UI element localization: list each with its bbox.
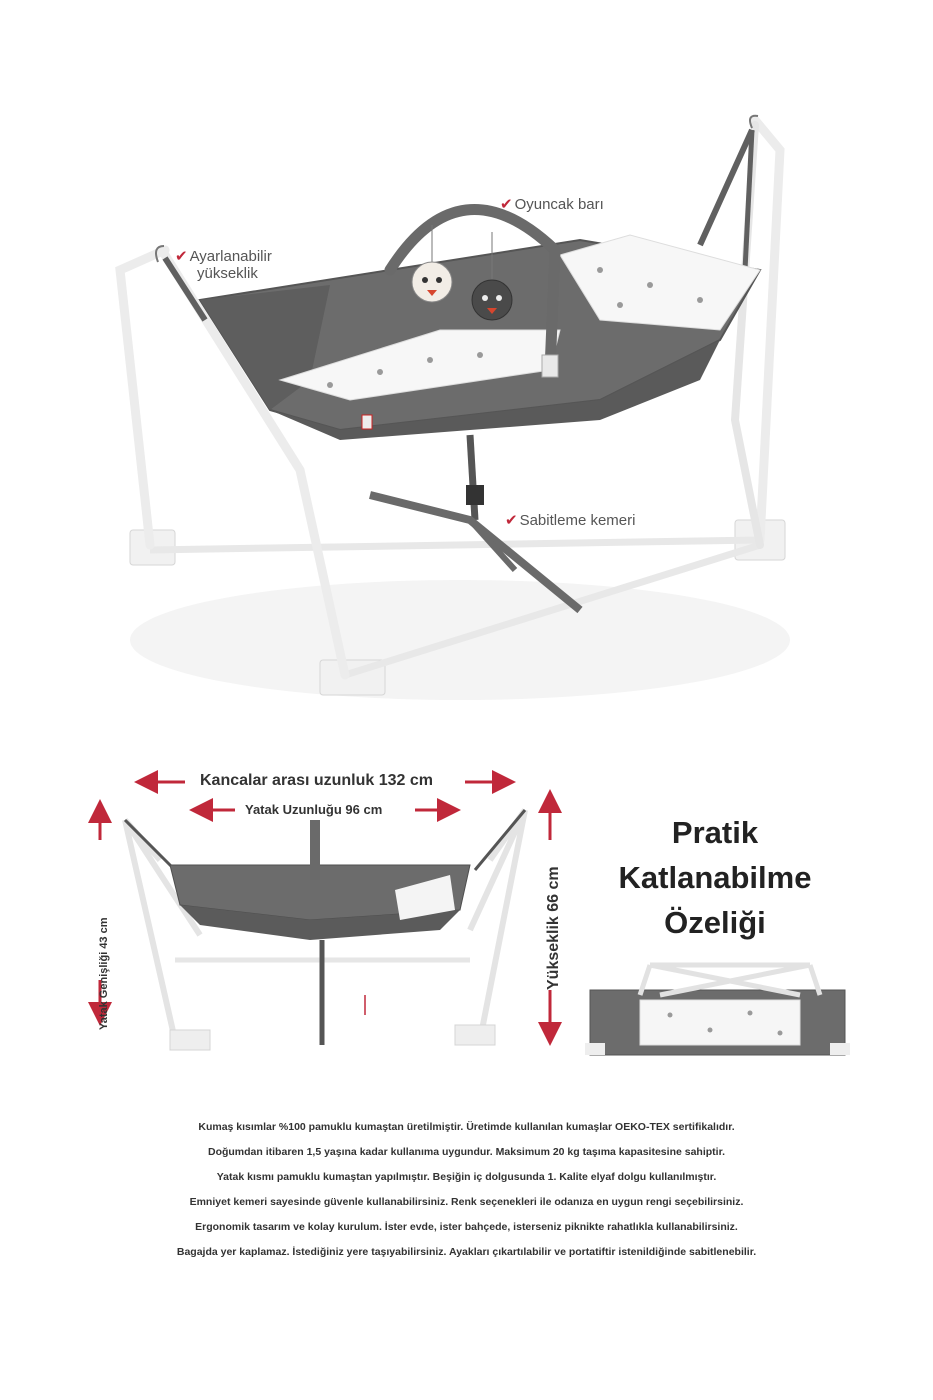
- description-line: Emniyet kemeri sayesinde güvenle kullanabilirsiniz. Renk seçenekleri ile odanıza en uygun rengi seçebilirsiniz.: [189, 1196, 744, 1208]
- description-line: Doğumdan itibaren 1,5 yaşına kadar kullanıma uygundur. Maksimum 20 kg taşıma kapasitesine sahiptir.: [207, 1146, 725, 1158]
- fixing-belt-label: ✔ Sabitleme kemeri: [505, 512, 636, 529]
- toy-bar-label: ✔ Oyuncak barı: [500, 196, 604, 213]
- folding-feature-title: Pratik Katlanabilme Özeliği: [618, 815, 812, 940]
- height-label: Yükseklik 66 cm: [545, 866, 562, 990]
- check-icon: ✔: [175, 248, 188, 265]
- check-icon: ✔: [500, 196, 513, 213]
- product-description: [60, 1115, 873, 1265]
- bed-length-label: Yatak Uzunluğu 96 cm: [245, 802, 383, 817]
- adjustable-height-label: ✔ Ayarlanabilir yükseklik: [175, 248, 272, 282]
- description-line: Ergonomik tasarım ve kolay kurulum. İster evde, ister bahçede, isterseniz piknikte rahatlıkla kullanabilirsiniz.: [195, 1221, 738, 1233]
- description-line: Yatak kısmı pamuklu kumaştan yapılmıştır. Beşiğin iç dolgusunda 1. Kalite elyaf dolgu kullanılmıştır.: [216, 1171, 717, 1183]
- check-icon: ✔: [505, 512, 518, 529]
- description-line: Bagajda yer kaplamaz. İstediğiniz yere taşıyabilirsiniz. Ayakları çıkartılabilir ve portatiftir istenildiğinde sabitlenebilir.: [176, 1246, 757, 1258]
- folded-product-image: [580, 955, 860, 1065]
- bed-width-label: Yatak Genişliği 43 cm: [98, 917, 110, 1030]
- description-line: Kumaş kısımlar %100 pamuklu kumaştan üretilmiştir. Üretimde kullanılan kumaşlar OEKO-TEX sertifikalıdır.: [198, 1121, 735, 1133]
- hook-length-label: Kancalar arası uzunluk 132 cm: [200, 772, 433, 789]
